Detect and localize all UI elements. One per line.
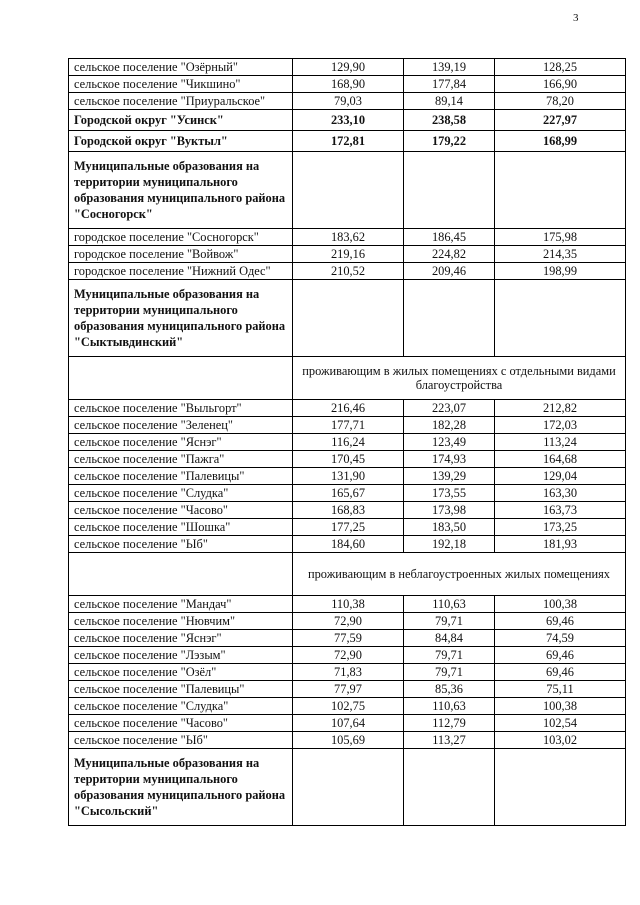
section-caption: проживающим в жилых помещениях с отдельными видами благоустройства [293,357,626,400]
value-col-2: 139,29 [404,468,495,485]
value-col-3: 214,35 [495,246,626,263]
value-col-1: 77,59 [293,630,404,647]
settlement-name: сельское поселение "Лэзым" [69,647,293,664]
settlement-name: сельское поселение "Яснэг" [69,630,293,647]
value-col-1: 71,83 [293,664,404,681]
value-col-1: 168,90 [293,76,404,93]
value-col-3: 175,98 [495,229,626,246]
value-col-3: 212,82 [495,400,626,417]
empty-cell [404,152,495,229]
value-col-1: 72,90 [293,613,404,630]
value-col-2: 79,71 [404,647,495,664]
value-col-2: 173,55 [404,485,495,502]
table-row [69,715,626,732]
empty-cell [404,280,495,357]
value-col-3: 172,03 [495,417,626,434]
settlement-name: сельское поселение "Шошка" [69,519,293,536]
empty-cell [495,280,626,357]
value-col-2: 174,93 [404,451,495,468]
settlement-name: Городской округ "Усинск" [69,110,293,131]
value-col-2: 177,84 [404,76,495,93]
value-col-3: 75,11 [495,681,626,698]
section-caption: проживающим в неблагоустроенных жилых помещениях [293,553,626,596]
value-col-2: 224,82 [404,246,495,263]
table-row [69,76,626,93]
value-col-3: 128,25 [495,59,626,76]
table-row [69,630,626,647]
value-col-1: 129,90 [293,59,404,76]
municipal-group-header [69,749,626,826]
value-col-1: 165,67 [293,485,404,502]
settlement-name: сельское поселение "Ыб" [69,732,293,749]
settlement-name: сельское поселение "Яснэг" [69,434,293,451]
table-row [69,468,626,485]
value-col-2: 139,19 [404,59,495,76]
table-row [69,613,626,630]
municipal-group-header [69,152,626,229]
value-col-1: 183,62 [293,229,404,246]
table-row [69,519,626,536]
value-col-1: 102,75 [293,698,404,715]
group-title: Муниципальные образования на территории муниципального образования муниципального района "Сосногорск" [69,152,293,229]
table-row [69,681,626,698]
value-col-1: 177,71 [293,417,404,434]
value-col-3: 100,38 [495,698,626,715]
value-col-1: 210,52 [293,263,404,280]
value-col-3: 78,20 [495,93,626,110]
value-col-1: 233,10 [293,110,404,131]
value-col-1: 170,45 [293,451,404,468]
value-col-3: 163,73 [495,502,626,519]
value-col-3: 168,99 [495,131,626,152]
district-row [69,110,626,131]
value-col-2: 85,36 [404,681,495,698]
value-col-3: 227,97 [495,110,626,131]
table-row [69,502,626,519]
table-row [69,596,626,613]
value-col-1: 131,90 [293,468,404,485]
value-col-3: 103,02 [495,732,626,749]
value-col-3: 198,99 [495,263,626,280]
table-row [69,246,626,263]
value-col-3: 113,24 [495,434,626,451]
value-col-2: 223,07 [404,400,495,417]
group-title: Муниципальные образования на территории муниципального образования муниципального района "Сысольский" [69,749,293,826]
value-col-2: 182,28 [404,417,495,434]
value-col-1: 168,83 [293,502,404,519]
settlement-name: городское поселение "Сосногорск" [69,229,293,246]
value-col-1: 116,24 [293,434,404,451]
value-col-3: 74,59 [495,630,626,647]
value-col-2: 173,98 [404,502,495,519]
settlement-name: сельское поселение "Чикшино" [69,76,293,93]
value-col-2: 192,18 [404,536,495,553]
table-row [69,698,626,715]
value-col-2: 209,46 [404,263,495,280]
settlement-name: сельское поселение "Часово" [69,502,293,519]
empty-cell [293,749,404,826]
value-col-3: 69,46 [495,664,626,681]
value-col-1: 184,60 [293,536,404,553]
settlement-name: сельское поселение "Слудка" [69,698,293,715]
value-col-2: 110,63 [404,698,495,715]
value-col-2: 183,50 [404,519,495,536]
empty-cell [293,152,404,229]
value-col-2: 79,71 [404,664,495,681]
settlement-name: сельское поселение "Часово" [69,715,293,732]
table-row [69,229,626,246]
value-col-2: 112,79 [404,715,495,732]
settlement-name: сельское поселение "Пажга" [69,451,293,468]
value-col-1: 79,03 [293,93,404,110]
page-number: 3 [573,12,579,24]
value-col-1: 219,16 [293,246,404,263]
settlement-name: сельское поселение "Озёрный" [69,59,293,76]
value-col-2: 79,71 [404,613,495,630]
empty-cell [404,749,495,826]
value-col-1: 77,97 [293,681,404,698]
settlement-name: сельское поселение "Мандач" [69,596,293,613]
value-col-3: 163,30 [495,485,626,502]
table-row [69,93,626,110]
value-col-1: 216,46 [293,400,404,417]
value-col-2: 110,63 [404,596,495,613]
section-caption-row [69,357,626,400]
table-row [69,263,626,280]
table-row [69,400,626,417]
value-col-1: 177,25 [293,519,404,536]
value-col-2: 186,45 [404,229,495,246]
table-row [69,485,626,502]
table-row [69,59,626,76]
value-col-1: 105,69 [293,732,404,749]
section-caption-row [69,553,626,596]
value-col-3: 102,54 [495,715,626,732]
settlement-name: сельское поселение "Слудка" [69,485,293,502]
table-row [69,664,626,681]
empty-cell [69,357,293,400]
value-col-2: 113,27 [404,732,495,749]
settlement-name: сельское поселение "Нювчим" [69,613,293,630]
table-row [69,732,626,749]
empty-cell [495,152,626,229]
empty-cell [495,749,626,826]
settlement-name: сельское поселение "Выльгорт" [69,400,293,417]
settlement-name: сельское поселение "Озёл" [69,664,293,681]
value-col-2: 238,58 [404,110,495,131]
settlement-name: сельское поселение "Приуральское" [69,93,293,110]
tariff-table [68,58,626,826]
value-col-3: 173,25 [495,519,626,536]
value-col-3: 181,93 [495,536,626,553]
value-col-1: 110,38 [293,596,404,613]
value-col-1: 72,90 [293,647,404,664]
value-col-3: 69,46 [495,613,626,630]
district-row [69,131,626,152]
settlement-name: сельское поселение "Зеленец" [69,417,293,434]
table-row [69,417,626,434]
empty-cell [293,280,404,357]
table-row [69,434,626,451]
value-col-2: 84,84 [404,630,495,647]
value-col-1: 172,81 [293,131,404,152]
value-col-3: 100,38 [495,596,626,613]
settlement-name: сельское поселение "Палевицы" [69,468,293,485]
settlement-name: сельское поселение "Ыб" [69,536,293,553]
settlement-name: сельское поселение "Палевицы" [69,681,293,698]
settlement-name: городское поселение "Войвож" [69,246,293,263]
table-row [69,647,626,664]
settlement-name: Городской округ "Вуктыл" [69,131,293,152]
value-col-3: 164,68 [495,451,626,468]
municipal-group-header [69,280,626,357]
value-col-3: 129,04 [495,468,626,485]
table-row [69,536,626,553]
table-row [69,451,626,468]
value-col-2: 123,49 [404,434,495,451]
value-col-1: 107,64 [293,715,404,732]
value-col-3: 69,46 [495,647,626,664]
value-col-2: 179,22 [404,131,495,152]
value-col-2: 89,14 [404,93,495,110]
value-col-3: 166,90 [495,76,626,93]
empty-cell [69,553,293,596]
group-title: Муниципальные образования на территории муниципального образования муниципального района "Сыктывдинский" [69,280,293,357]
settlement-name: городское поселение "Нижний Одес" [69,263,293,280]
